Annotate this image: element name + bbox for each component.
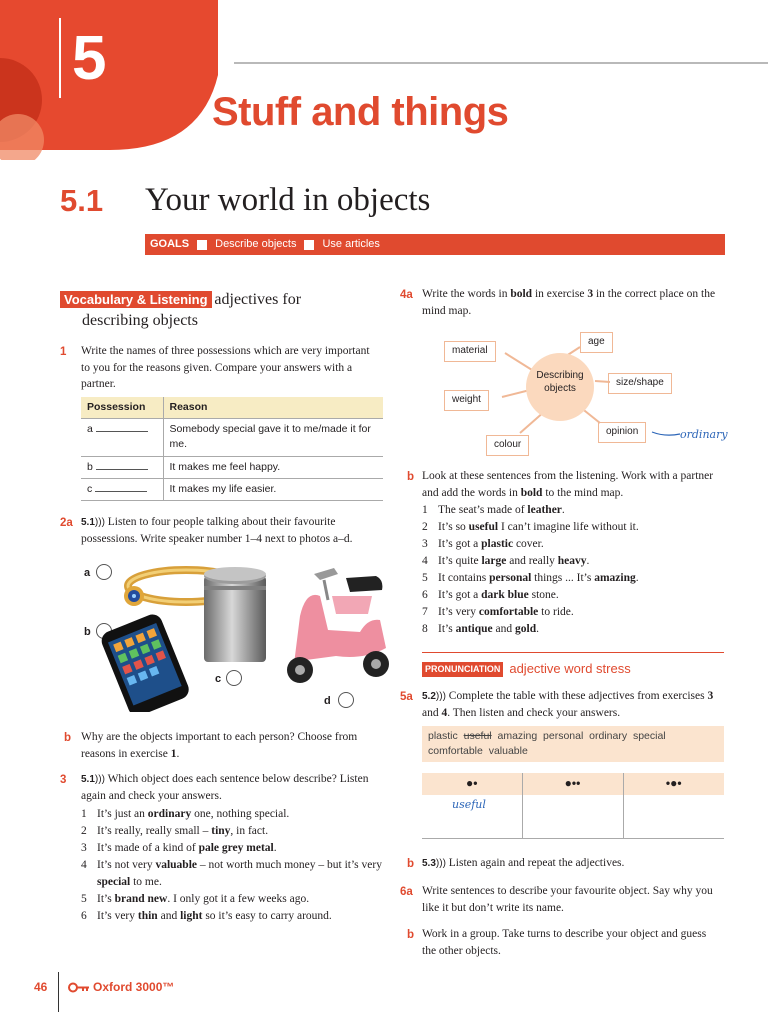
exercise-5a-text: 5.2))) Complete the table with these adjectives from exercises 3 and 4. Then listen and check your answers. — [422, 690, 714, 719]
section-title: adjectives for — [214, 291, 302, 308]
audio-track: 5.3 — [422, 858, 436, 869]
list-item: 5 It contains personal things ... It’s amazing. — [422, 572, 639, 585]
stress-pattern: ●• — [422, 773, 522, 795]
page-number: 46 — [34, 980, 48, 994]
exercise-4b-text: Look at these sentences from the listening. Work with a partner and add the words in bold to the mind map. — [422, 470, 714, 499]
handwritten-answer: ordinary — [680, 428, 728, 441]
exercise-number: b — [64, 732, 72, 744]
exercise-number: 3 — [60, 774, 67, 786]
exercise-6b-text: Work in a group. Take turns to describe your object and guess the other objects. — [422, 928, 707, 957]
lesson-title: Your world in objects — [145, 182, 431, 218]
checkbox-icon — [304, 240, 314, 250]
table-row: c It makes my life easier. — [81, 478, 383, 500]
scooter-image — [276, 560, 398, 690]
section-heading-vocab — [60, 288, 380, 332]
table-header: Possession — [81, 397, 163, 419]
blank-line — [96, 469, 148, 470]
exercise-5b-text: 5.3))) Listen again and repeat the adjectives. — [422, 857, 625, 869]
table-header: Reason — [163, 397, 383, 419]
list-item: 4 It’s quite large and really heavy. — [422, 555, 590, 568]
oxford-3000-brand: Oxford 3000™ — [93, 980, 175, 994]
exercise-4b-list — [422, 502, 722, 638]
exercise-2a-text: 5.1))) Listen to four people talking about their favourite possessions. Write speaker number 1–4 next to photos a–d. — [81, 516, 353, 545]
exercise-1-text: Write the names of three possessions which are very important to you for the reasons given. Compare your answers with a partner. — [81, 345, 370, 391]
section-title: describing objects — [82, 312, 198, 330]
exercise-number: 4a — [400, 289, 413, 301]
photo-answer-circle[interactable] — [96, 564, 112, 580]
stress-pattern: •●• — [665, 776, 682, 791]
exercise-3-text: 5.1))) Which object does each sentence below describe? Listen again and check your answers. — [81, 773, 369, 802]
exercise-number: 6a — [400, 886, 413, 898]
footer-divider — [58, 972, 59, 1012]
exercise-number: b — [407, 929, 415, 941]
section-title: adjective word stress — [509, 661, 631, 676]
key-icon — [68, 982, 90, 993]
list-item: 8 It’s antique and gold. — [422, 623, 539, 636]
table-cell: It makes my life easier. — [163, 478, 383, 500]
table-cell: Somebody special gave it to me/made it for me. — [163, 419, 383, 456]
possessions-table — [81, 397, 383, 501]
list-item: 1 The seat’s made of leather. — [422, 504, 565, 516]
unit-number: 5 — [72, 24, 107, 93]
header-rule — [234, 62, 768, 64]
goals-bar — [145, 234, 725, 255]
audio-icon: ))) — [94, 774, 105, 785]
audio-track: 5.2 — [422, 691, 436, 702]
list-item: 6 It’s got a dark blue stone. — [422, 589, 559, 602]
word-box — [422, 726, 724, 762]
word: valuable — [488, 745, 528, 758]
stress-pattern: ●•• — [522, 773, 623, 795]
list-item: 7 It’s very comfortable to ride. — [422, 606, 574, 619]
stress-table — [422, 773, 724, 839]
list-item: 3 It’s made of a kind of pale grey metal. — [81, 842, 277, 855]
word: special — [632, 730, 666, 742]
list-item: 3 It’s got a plastic cover. — [422, 538, 544, 551]
table-row: b It makes me feel happy. — [81, 456, 383, 478]
photos-area: a b c d — [60, 560, 390, 720]
list-item: 6 It’s very thin and light so it’s easy to carry around. — [81, 910, 332, 923]
word: plastic — [428, 730, 458, 742]
section-tag: PRONUNCIATION — [422, 662, 503, 677]
table-cell[interactable] — [623, 795, 724, 838]
exercise-number: 1 — [60, 346, 67, 358]
mind-map-node: colour — [486, 435, 529, 456]
word: ordinary — [589, 730, 628, 742]
audio-track: 5.1 — [81, 517, 95, 528]
lesson-number: 5.1 — [60, 183, 104, 218]
exercise-3-list — [81, 806, 386, 925]
table-row: a Somebody special gave it to me/made it for me. — [81, 419, 383, 456]
blank-line — [96, 431, 148, 432]
blank-line — [95, 491, 147, 492]
audio-icon: ))) — [94, 517, 105, 528]
checkbox-icon — [197, 240, 207, 250]
handwritten-answer: useful — [452, 798, 486, 811]
section-tag: Vocabulary & Listening — [60, 291, 212, 308]
audio-track: 5.1 — [81, 774, 95, 785]
mind-map-node: opinion — [598, 422, 646, 443]
audio-icon: ))) — [435, 858, 446, 869]
table-cell[interactable] — [522, 795, 623, 838]
mind-map — [430, 325, 730, 460]
list-item: 5 It’s brand new. I only got it a few weeks ago. — [81, 893, 310, 906]
exercise-4a-text: Write the words in bold in exercise 3 in the correct place on the mind map. — [422, 288, 716, 317]
table-cell: It makes me feel happy. — [163, 456, 383, 478]
unit-title: Stuff and things — [212, 90, 509, 134]
section-divider — [422, 652, 724, 653]
goal-item: Use articles — [322, 237, 380, 250]
photo-answer-circle[interactable] — [338, 692, 354, 708]
exercise-number: b — [407, 471, 415, 483]
table-cell[interactable] — [422, 795, 522, 838]
unit-banner — [0, 0, 230, 160]
exercise-number: 5a — [400, 691, 413, 703]
goals-label: GOALS — [150, 237, 190, 250]
exercise-6a-text: Write sentences to describe your favourite object. Say why you like it but don’t write its name. — [422, 885, 713, 914]
list-item: 2 It’s so useful I can’t imagine life without it. — [422, 521, 639, 534]
word: amazing — [497, 730, 538, 742]
word: personal — [543, 730, 584, 742]
word: comfortable — [428, 745, 483, 758]
list-item: 1 It’s just an ordinary one, nothing special. — [81, 808, 290, 820]
audio-icon: ))) — [435, 691, 446, 702]
photo-answer-circle[interactable] — [226, 670, 242, 686]
exercise-number: b — [407, 858, 415, 870]
exercise-2b-text: Why are the objects important to each person? Choose from reasons in exercise 1. — [81, 731, 358, 760]
smartphone-image — [90, 612, 200, 712]
section-heading-pronunciation — [422, 660, 631, 679]
goal-item: Describe objects — [215, 237, 297, 250]
mind-map-node: size/shape — [608, 373, 672, 394]
mind-map-node: material — [444, 341, 496, 362]
word-crossed: useful — [463, 730, 492, 742]
list-item: 4 It’s not very valuable – not worth much money – but it’s very special to me. — [81, 859, 382, 889]
tin-can-image — [200, 562, 272, 666]
mind-map-node: weight — [444, 390, 489, 411]
exercise-number: 2a — [60, 517, 73, 529]
list-item: 2 It’s really, really small – tiny, in fact. — [81, 825, 269, 838]
mind-map-center: Describing objects — [536, 370, 584, 394]
mind-map-node: age — [580, 332, 613, 353]
